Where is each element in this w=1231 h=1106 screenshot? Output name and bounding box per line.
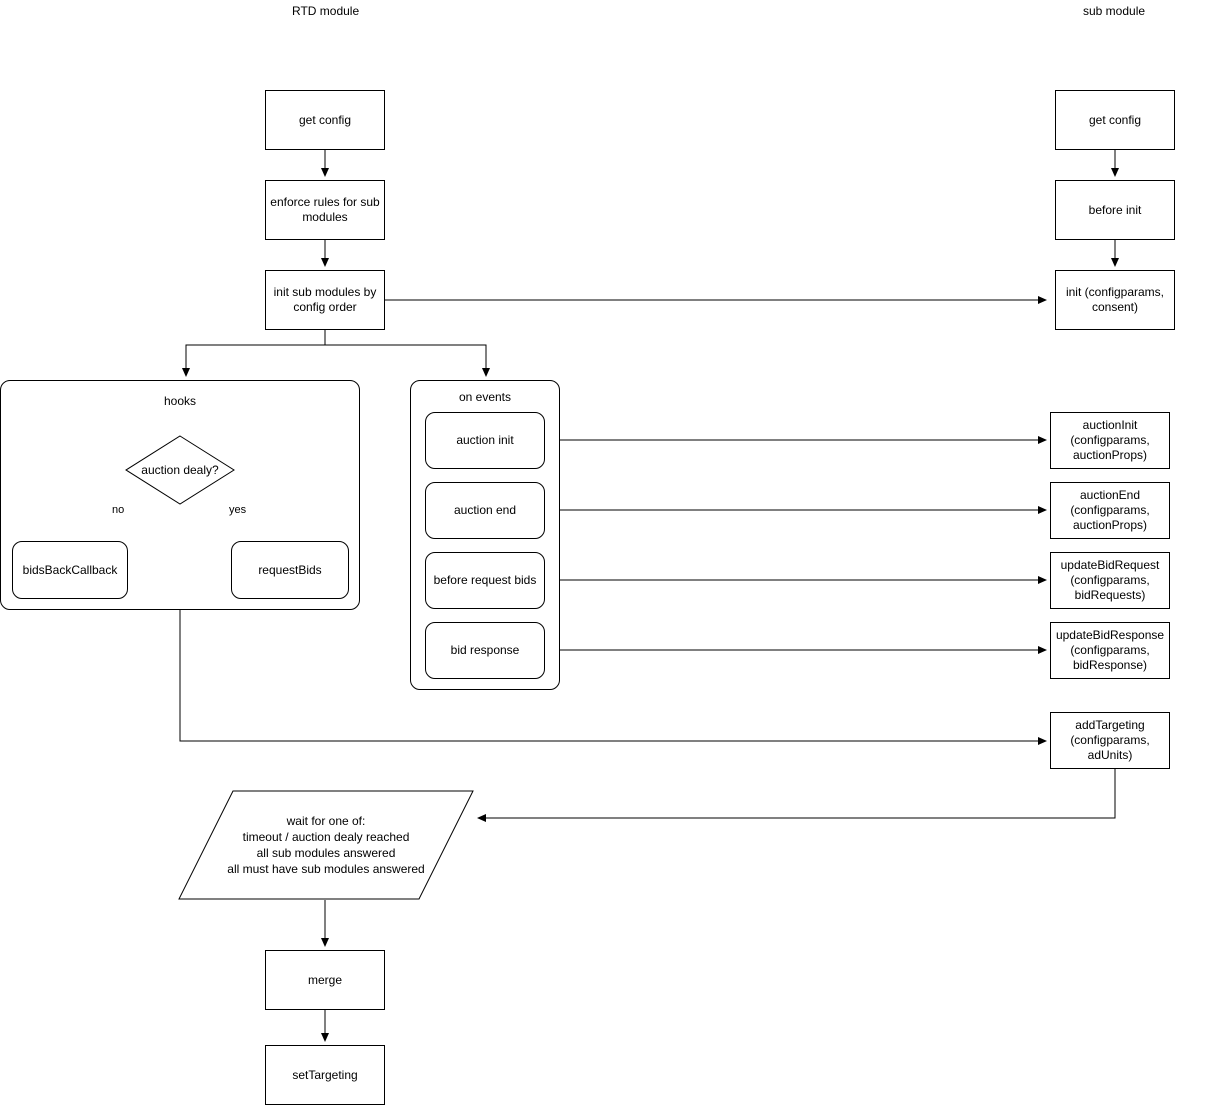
node-wait-for-one-of[interactable] — [178, 790, 474, 900]
edge-label-yes: yes — [229, 504, 247, 516]
wait-line-3: all sub modules answered — [256, 846, 396, 860]
node-set-targeting[interactable]: setTargeting — [265, 1045, 385, 1105]
node-merge[interactable]: merge — [265, 950, 385, 1010]
node-init-configparams-consent[interactable]: init (configparams, consent) — [1055, 270, 1175, 330]
group-hooks-label: hooks — [163, 394, 197, 408]
node-bid-response[interactable]: bid response — [425, 622, 545, 679]
decision-auction-delay[interactable] — [125, 435, 235, 505]
node-before-init[interactable]: before init — [1055, 180, 1175, 240]
node-enforce-rules[interactable]: enforce rules for sub modules — [265, 180, 385, 240]
group-on-events-label: on events — [458, 390, 512, 404]
node-before-request-bids[interactable]: before request bids — [425, 552, 545, 609]
node-update-bid-response[interactable]: updateBidResponse (configparams, bidResponse) — [1050, 622, 1170, 679]
node-auction-init[interactable]: auction init — [425, 412, 545, 469]
column-title-rtd-module: RTD module — [292, 4, 360, 18]
decision-auction-delay-label: auction dealy? — [141, 463, 219, 477]
node-auction-end-callback[interactable]: auctionEnd (configparams, auctionProps) — [1050, 482, 1170, 539]
node-update-bid-request[interactable]: updateBidRequest (configparams, bidRequests) — [1050, 552, 1170, 609]
column-title-sub-module: sub module — [1083, 4, 1146, 18]
edge-label-no: no — [112, 504, 125, 516]
node-init-sub-modules[interactable]: init sub modules by config order — [265, 270, 385, 330]
node-bids-back-callback[interactable]: bidsBackCallback — [12, 541, 128, 599]
node-rtd-get-config[interactable]: get config — [265, 90, 385, 150]
node-auction-end[interactable]: auction end — [425, 482, 545, 539]
node-wait-for-one-of-lines — [178, 790, 474, 900]
node-add-targeting[interactable]: addTargeting (configparams, adUnits) — [1050, 712, 1170, 769]
node-request-bids[interactable]: requestBids — [231, 541, 349, 599]
wait-line-2: timeout / auction dealy reached — [242, 830, 410, 844]
wait-line-4: all must have sub modules answered — [227, 862, 425, 876]
node-auction-init-callback[interactable]: auctionInit (configparams, auctionProps) — [1050, 412, 1170, 469]
wait-line-1: wait for one of: — [286, 814, 366, 828]
node-sub-get-config[interactable]: get config — [1055, 90, 1175, 150]
